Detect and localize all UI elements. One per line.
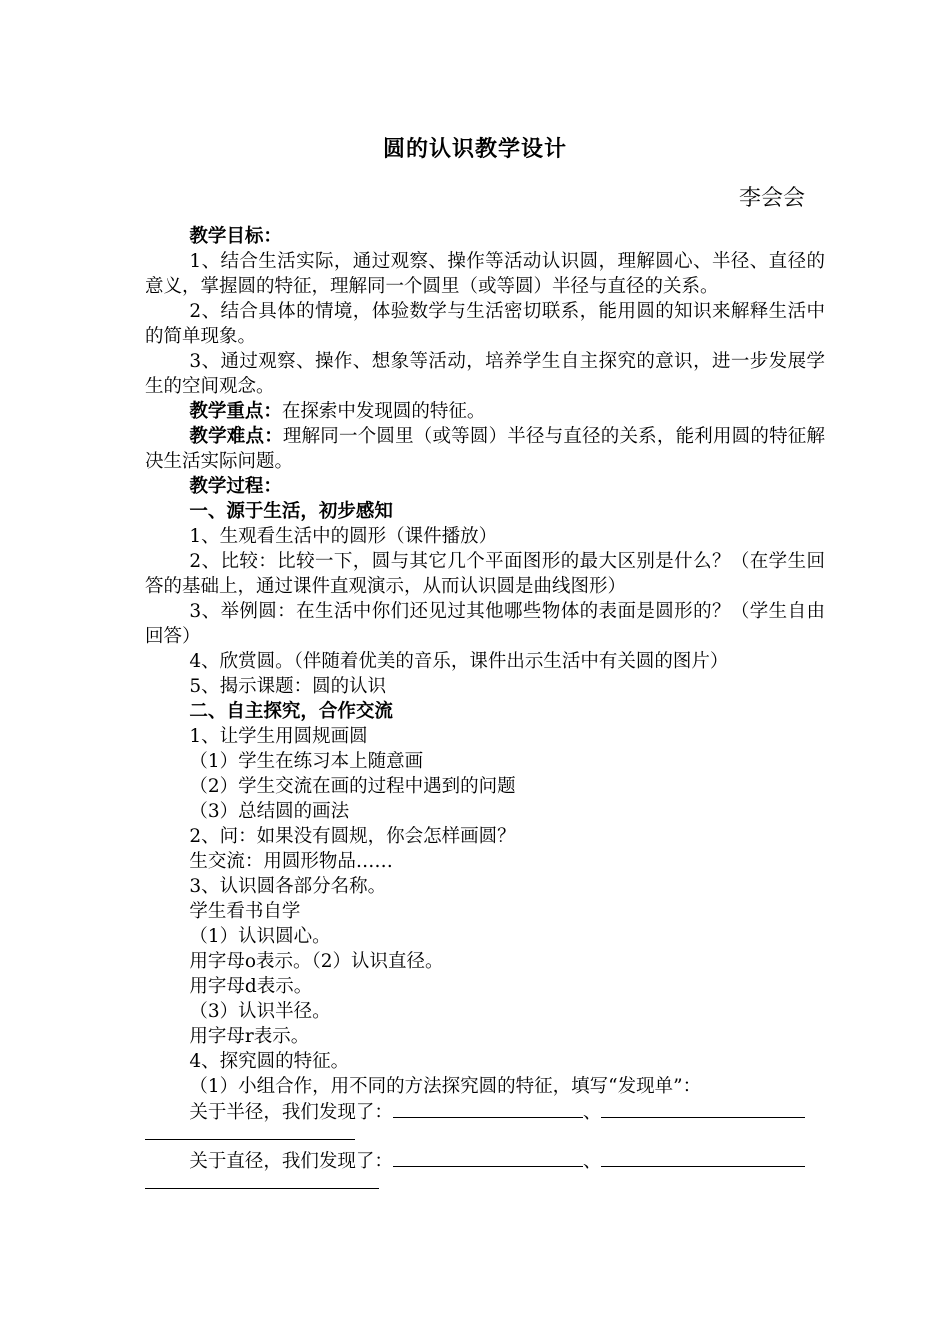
section-2-line: （3）认识半径。 (189, 1001, 331, 1022)
section-2-line: 学生看书自学 (189, 901, 301, 922)
radius-blank-1[interactable] (393, 1099, 583, 1118)
section-1-heading: 一、源于生活，初步感知 (189, 501, 393, 522)
section-1-item: 1、生观看生活中的圆形（课件播放） (189, 526, 498, 547)
diameter-findings (145, 1148, 825, 1174)
section-2-line: 用字母o表示。（2）认识直径。 (189, 951, 444, 972)
radius-blank-3[interactable] (145, 1125, 355, 1140)
section-2-line: 1、让学生用圆规画圆 (189, 726, 368, 747)
radius-blank-2[interactable] (601, 1099, 805, 1118)
section-1-item: 3、举例圆：在生活中你们还见过其他哪些物体的表面是圆形的？（学生自由回答） (145, 601, 825, 647)
key-point-label: 教学重点： (189, 401, 282, 422)
key-point-text: 在探索中发现圆的特征。 (281, 401, 486, 422)
difficult-point (145, 424, 825, 474)
diameter-prompt: 关于直径，我们发现了： (189, 1151, 393, 1172)
section-2-line: 用字母d表示。 (189, 976, 313, 997)
section-2-line: 生交流：用圆形物品…… (189, 851, 393, 872)
goal-3: 3、通过观察、操作、想象等活动，培养学生自主探究的意识，进一步发展学生的空间观念。 (145, 351, 825, 397)
process-heading: 教学过程： (189, 476, 282, 497)
diameter-blank-3[interactable] (145, 1174, 379, 1189)
section-2-line: （1）认识圆心。 (189, 926, 331, 947)
radius-prompt: 关于半径，我们发现了： (189, 1102, 393, 1123)
section-2-line: （3）总结圆的画法 (189, 801, 350, 822)
section-2-line: （1）小组合作，用不同的方法探究圆的特征，填写“发现单”： (189, 1076, 702, 1097)
goal-1: 1、结合生活实际，通过观察、操作等活动认识圆，理解圆心、半径、直径的意义，掌握圆的特征，理解同一个圆里（或等圆）半径与直径的关系。 (145, 251, 825, 297)
document-body (145, 224, 825, 1189)
author-name: 李会会 (738, 186, 805, 211)
diameter-blank-1[interactable] (393, 1148, 583, 1167)
section-2-line: 3、认识圆各部分名称。 (189, 876, 387, 897)
section-1-item: 2、比较：比较一下，圆与其它几个平面图形的最大区别是什么？（在学生回答的基础上，通过课件直观演示，从而认识圆是曲线图形） (145, 551, 825, 597)
section-2-line: 用字母r表示。 (189, 1026, 310, 1047)
section-1-item: 4、欣赏圆。（伴随着优美的音乐，课件出示生活中有关圆的图片） (189, 651, 729, 672)
section-2-line: （2）学生交流在画的过程中遇到的问题 (189, 776, 516, 797)
section-2-line: 4、探究圆的特征。 (189, 1051, 350, 1072)
goal-2: 2、结合具体的情境，体验数学与生活密切联系，能用圆的知识来解释生活中的简单现象。 (145, 301, 825, 347)
difficult-point-label: 教学难点： (189, 426, 283, 447)
diameter-blank-2[interactable] (601, 1148, 805, 1167)
separator: 、 (582, 1151, 602, 1172)
goals-heading: 教学目标： (189, 226, 282, 247)
document-title: 圆的认识教学设计 (382, 136, 567, 162)
difficult-point-text: 理解同一个圆里（或等圆）半径与直径的关系，能利用圆的特征解决生活实际问题。 (145, 426, 825, 472)
key-point (145, 399, 825, 424)
section-2-line: （1）学生在练习本上随意画 (189, 751, 424, 772)
section-2-line: 2、问：如果没有圆规，你会怎样画圆？ (189, 826, 516, 847)
separator: 、 (582, 1102, 602, 1123)
section-2-heading: 二、自主探究，合作交流 (189, 701, 393, 722)
section-1-item: 5、揭示课题：圆的认识 (189, 676, 387, 697)
radius-findings (145, 1099, 825, 1125)
